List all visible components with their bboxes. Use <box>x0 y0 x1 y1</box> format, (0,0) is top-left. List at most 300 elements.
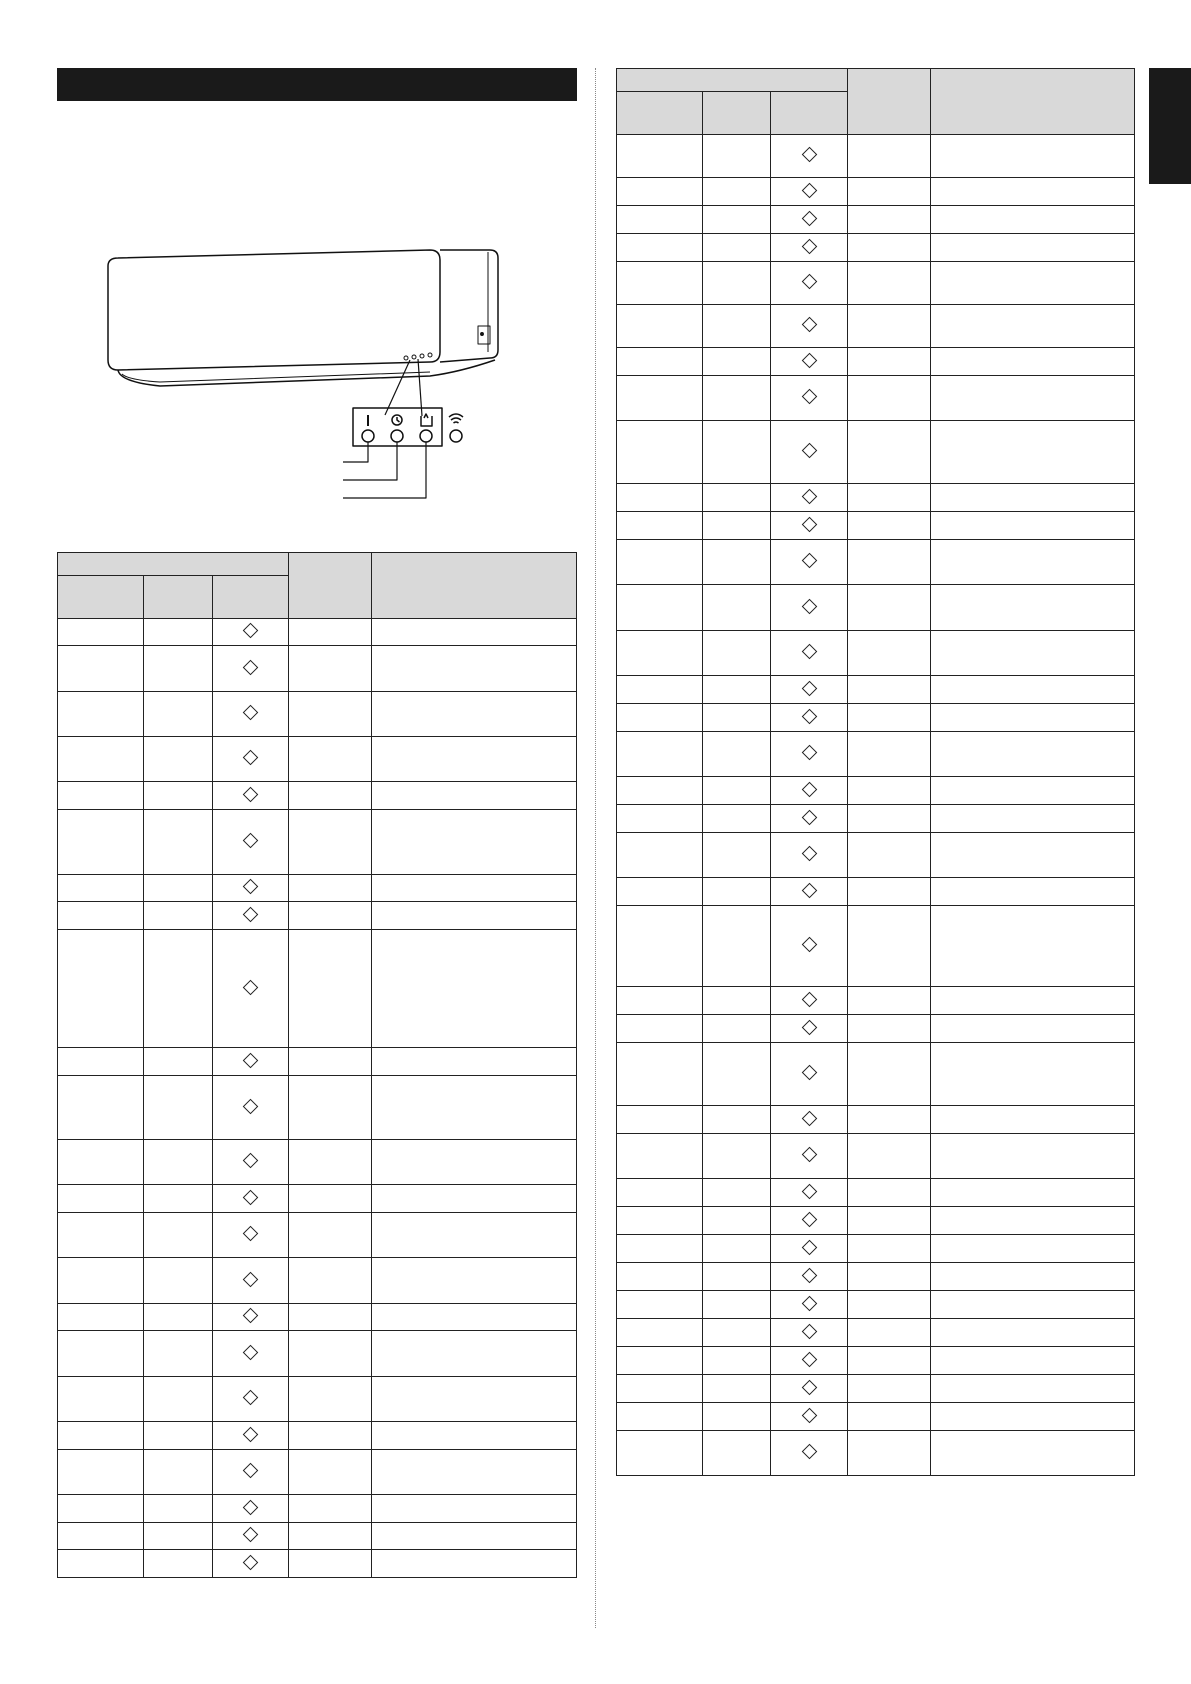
filter-lamp-cell <box>771 631 848 676</box>
diamond-blink-icon <box>801 1295 817 1311</box>
diamond-blink-icon <box>243 1344 259 1360</box>
timer-lamp-cell <box>703 631 771 676</box>
description-cell <box>372 1185 577 1213</box>
filter-lamp-cell <box>771 1263 848 1291</box>
filter-lamp-cell <box>213 1422 289 1450</box>
table-row <box>617 676 1135 704</box>
description-cell <box>372 1377 577 1422</box>
code-cell <box>848 987 931 1015</box>
timer-lamp-cell <box>703 878 771 906</box>
operation-lamp-cell <box>58 1331 144 1377</box>
operation-lamp-cell <box>617 540 703 585</box>
timer-lamp-cell <box>144 1422 213 1450</box>
code-cell <box>848 805 931 833</box>
timer-lamp-cell <box>703 704 771 732</box>
diamond-blink-icon <box>801 553 817 569</box>
filter-lamp-cell <box>213 1377 289 1422</box>
timer-lamp-cell <box>144 1550 213 1578</box>
table-row <box>58 1331 577 1377</box>
diamond-blink-icon <box>243 1463 259 1479</box>
operation-lamp-cell <box>617 348 703 376</box>
header-indicator-group <box>58 553 289 576</box>
diamond-blink-icon <box>801 1444 817 1460</box>
code-cell <box>289 902 372 930</box>
table-row <box>617 206 1135 234</box>
code-cell <box>848 1319 931 1347</box>
timer-lamp-cell <box>703 1431 771 1476</box>
filter-lamp-cell <box>771 348 848 376</box>
description-cell <box>372 1422 577 1450</box>
filter-lamp-cell <box>771 1235 848 1263</box>
filter-lamp-cell <box>771 1043 848 1106</box>
diamond-blink-icon <box>801 443 817 459</box>
diamond-blink-icon <box>243 1098 259 1114</box>
header-indicator-group <box>617 69 848 92</box>
filter-lamp-cell <box>771 878 848 906</box>
operation-lamp-cell <box>58 692 144 737</box>
table-row <box>58 1304 577 1331</box>
operation-lamp-cell <box>617 206 703 234</box>
timer-lamp-cell <box>703 178 771 206</box>
diamond-blink-icon <box>801 1110 817 1126</box>
filter-lamp-cell <box>771 676 848 704</box>
diamond-blink-icon <box>243 1527 259 1543</box>
table-row <box>617 484 1135 512</box>
table-row <box>617 1106 1135 1134</box>
description-cell <box>931 1431 1135 1476</box>
header-description <box>372 553 577 619</box>
timer-lamp-cell <box>703 805 771 833</box>
description-cell <box>931 1134 1135 1179</box>
code-cell <box>848 1403 931 1431</box>
operation-lamp-cell <box>617 1106 703 1134</box>
description-cell <box>931 206 1135 234</box>
description-cell <box>931 732 1135 777</box>
filter-lamp-cell <box>213 646 289 692</box>
operation-lamp-cell <box>617 376 703 421</box>
table-row <box>617 704 1135 732</box>
diamond-blink-icon <box>801 991 817 1007</box>
table-row <box>617 348 1135 376</box>
filter-lamp-cell <box>771 805 848 833</box>
description-cell <box>931 805 1135 833</box>
filter-lamp-cell <box>771 1347 848 1375</box>
code-cell <box>848 262 931 305</box>
code-cell <box>289 1450 372 1495</box>
operation-lamp-cell <box>58 810 144 875</box>
diamond-blink-icon <box>801 210 817 226</box>
operation-lamp-cell <box>58 1076 144 1140</box>
description-cell <box>931 906 1135 987</box>
timer-lamp-cell <box>144 875 213 902</box>
filter-lamp-cell <box>771 1207 848 1235</box>
timer-lamp-cell <box>703 1235 771 1263</box>
timer-lamp-cell <box>703 206 771 234</box>
code-cell <box>848 178 931 206</box>
operation-lamp-cell <box>58 1550 144 1578</box>
table-row <box>58 1523 577 1550</box>
filter-lamp-cell <box>213 1550 289 1578</box>
description-cell <box>931 484 1135 512</box>
code-cell <box>848 777 931 805</box>
code-cell <box>848 1179 931 1207</box>
operation-lamp-cell <box>617 1235 703 1263</box>
diamond-blink-icon <box>801 1379 817 1395</box>
description-cell <box>372 902 577 930</box>
code-cell <box>848 234 931 262</box>
diamond-blink-icon <box>801 1267 817 1283</box>
operation-lamp-cell <box>58 619 144 646</box>
operation-lamp-cell <box>617 777 703 805</box>
diamond-blink-icon <box>801 1019 817 1035</box>
operation-lamp-cell <box>617 135 703 178</box>
table-row <box>617 878 1135 906</box>
table-row <box>617 178 1135 206</box>
filter-lamp-cell <box>213 737 289 782</box>
timer-lamp-cell <box>144 619 213 646</box>
filter-lamp-cell <box>771 178 848 206</box>
code-cell <box>289 1140 372 1185</box>
timer-lamp-cell <box>703 1319 771 1347</box>
timer-lamp-cell <box>703 1015 771 1043</box>
timer-lamp-cell <box>144 902 213 930</box>
description-cell <box>372 1304 577 1331</box>
operation-lamp-cell <box>617 878 703 906</box>
operation-lamp-cell <box>617 1347 703 1375</box>
filter-lamp-cell <box>771 1319 848 1347</box>
diamond-blink-icon <box>243 623 259 639</box>
timer-lamp-cell <box>703 833 771 878</box>
filter-lamp-cell <box>213 902 289 930</box>
code-cell <box>289 737 372 782</box>
operation-lamp-cell <box>617 1134 703 1179</box>
diamond-blink-icon <box>801 680 817 696</box>
table-row <box>617 1235 1135 1263</box>
description-cell <box>931 1403 1135 1431</box>
timer-lamp-cell <box>144 1377 213 1422</box>
diamond-blink-icon <box>801 182 817 198</box>
code-cell <box>289 810 372 875</box>
description-cell <box>931 1235 1135 1263</box>
operation-lamp-cell <box>617 676 703 704</box>
description-cell <box>931 777 1135 805</box>
timer-lamp-cell <box>703 676 771 704</box>
diamond-blink-icon <box>801 147 817 163</box>
filter-lamp-cell <box>771 234 848 262</box>
diamond-blink-icon <box>801 1183 817 1199</box>
code-cell <box>848 585 931 631</box>
filter-lamp-cell <box>771 1403 848 1431</box>
code-cell <box>848 833 931 878</box>
operation-lamp-cell <box>58 646 144 692</box>
operation-lamp-cell <box>617 484 703 512</box>
description-cell <box>931 1291 1135 1319</box>
wireless-lan-indicator-icon <box>449 414 463 423</box>
timer-lamp-cell <box>703 906 771 987</box>
timer-lamp-cell <box>703 135 771 178</box>
code-cell <box>848 135 931 178</box>
operation-lamp-cell <box>617 512 703 540</box>
operation-lamp-cell <box>617 732 703 777</box>
diamond-blink-icon <box>801 516 817 532</box>
description-cell <box>372 1523 577 1550</box>
description-cell <box>372 692 577 737</box>
diamond-blink-icon <box>243 879 259 895</box>
operation-lamp-cell <box>58 1422 144 1450</box>
description-cell <box>931 348 1135 376</box>
operation-lamp-cell <box>617 1179 703 1207</box>
code-cell <box>848 484 931 512</box>
table-row <box>617 906 1135 987</box>
description-cell <box>372 646 577 692</box>
code-cell <box>289 692 372 737</box>
description-cell <box>931 376 1135 421</box>
code-cell <box>848 1015 931 1043</box>
code-cell <box>289 875 372 902</box>
description-cell <box>931 234 1135 262</box>
timer-lamp-cell <box>144 1140 213 1185</box>
diamond-blink-icon <box>801 809 817 825</box>
operation-lamp-cell <box>617 305 703 348</box>
operation-lamp-cell <box>617 421 703 484</box>
code-cell <box>848 348 931 376</box>
operation-lamp-cell <box>58 1304 144 1331</box>
table-row <box>617 1263 1135 1291</box>
table-row <box>58 782 577 810</box>
description-cell <box>372 1140 577 1185</box>
operation-lamp-cell <box>617 178 703 206</box>
filter-lamp-cell <box>213 1213 289 1258</box>
table-row <box>617 631 1135 676</box>
code-cell <box>848 376 931 421</box>
diamond-blink-icon <box>243 705 259 721</box>
timer-lamp-cell <box>144 1523 213 1550</box>
table-row <box>617 234 1135 262</box>
table-row <box>617 777 1135 805</box>
table-row <box>617 305 1135 348</box>
diamond-blink-icon <box>801 1065 817 1081</box>
description-cell <box>931 1015 1135 1043</box>
table-row <box>58 1185 577 1213</box>
diamond-blink-icon <box>243 1426 259 1442</box>
operation-lamp-cell <box>617 1263 703 1291</box>
code-cell <box>848 878 931 906</box>
diamond-blink-icon <box>801 274 817 290</box>
operation-lamp-cell <box>58 1048 144 1076</box>
filter-lamp-cell <box>771 585 848 631</box>
description-cell <box>372 1450 577 1495</box>
timer-lamp-cell <box>703 348 771 376</box>
timer-lamp-cell <box>703 421 771 484</box>
timer-lamp-cell <box>144 1495 213 1523</box>
filter-lamp-cell <box>213 1185 289 1213</box>
code-cell <box>289 619 372 646</box>
code-cell <box>289 646 372 692</box>
description-cell <box>372 1048 577 1076</box>
table-row <box>617 732 1135 777</box>
table-row <box>617 1043 1135 1106</box>
timer-lamp-cell <box>144 810 213 875</box>
filter-lamp-cell <box>771 484 848 512</box>
diamond-blink-icon <box>243 1499 259 1515</box>
table-row <box>58 737 577 782</box>
error-code-table-right <box>616 68 1135 1476</box>
operation-lamp-cell <box>617 1291 703 1319</box>
timer-lamp-cell <box>703 1291 771 1319</box>
timer-lamp-cell <box>144 930 213 1048</box>
code-cell <box>289 930 372 1048</box>
operation-lamp-cell <box>58 1523 144 1550</box>
table-row <box>617 1347 1135 1375</box>
diamond-blink-icon <box>801 1351 817 1367</box>
code-cell <box>848 704 931 732</box>
operation-lamp-cell <box>58 1185 144 1213</box>
timer-lamp-cell <box>144 1304 213 1331</box>
code-cell <box>848 206 931 234</box>
diamond-blink-icon <box>243 1554 259 1570</box>
code-cell <box>848 1207 931 1235</box>
table-row <box>617 1015 1135 1043</box>
operation-lamp-cell <box>617 1431 703 1476</box>
diamond-blink-icon <box>243 659 259 675</box>
header-code <box>848 69 931 135</box>
filter-lamp-cell <box>771 1179 848 1207</box>
timer-indicator-icon <box>392 415 402 425</box>
filter-lamp-cell <box>771 262 848 305</box>
timer-lamp-cell <box>144 1076 213 1140</box>
code-cell <box>289 1495 372 1523</box>
operation-lamp-cell <box>617 704 703 732</box>
table-row <box>58 1213 577 1258</box>
timer-lamp-cell <box>144 782 213 810</box>
code-cell <box>848 1431 931 1476</box>
description-cell <box>931 676 1135 704</box>
operation-lamp-cell <box>58 930 144 1048</box>
language-tab <box>1149 68 1191 184</box>
filter-lamp-cell <box>213 1331 289 1377</box>
filter-lamp-cell <box>771 305 848 348</box>
table-row <box>617 585 1135 631</box>
diamond-blink-icon <box>243 833 259 849</box>
code-cell <box>289 1550 372 1578</box>
description-cell <box>372 1331 577 1377</box>
diamond-blink-icon <box>801 238 817 254</box>
code-cell <box>848 540 931 585</box>
diamond-blink-icon <box>801 1239 817 1255</box>
code-cell <box>848 1347 931 1375</box>
diamond-blink-icon <box>243 1271 259 1287</box>
filter-lamp-cell <box>771 512 848 540</box>
description-cell <box>931 305 1135 348</box>
timer-lamp-cell <box>703 540 771 585</box>
description-cell <box>931 704 1135 732</box>
code-cell <box>289 1048 372 1076</box>
description-cell <box>931 1375 1135 1403</box>
timer-lamp-cell <box>144 692 213 737</box>
diamond-blink-icon <box>801 389 817 405</box>
description-cell <box>372 1258 577 1304</box>
right-table-body <box>617 135 1135 1476</box>
filter-lamp-cell <box>771 540 848 585</box>
table-row <box>58 875 577 902</box>
table-row <box>58 930 577 1048</box>
description-cell <box>931 512 1135 540</box>
code-cell <box>289 1422 372 1450</box>
diamond-blink-icon <box>801 1407 817 1423</box>
code-cell <box>848 906 931 987</box>
description-cell <box>931 540 1135 585</box>
description-cell <box>931 833 1135 878</box>
table-row <box>58 1450 577 1495</box>
operation-lamp-cell <box>617 805 703 833</box>
timer-lamp-cell <box>703 1207 771 1235</box>
code-cell <box>848 1043 931 1106</box>
table-row <box>617 1134 1135 1179</box>
table-row <box>58 1377 577 1422</box>
table-row <box>617 540 1135 585</box>
timer-lamp-cell <box>703 305 771 348</box>
table-row <box>617 512 1135 540</box>
description-cell <box>931 1347 1135 1375</box>
diamond-blink-icon <box>243 1153 259 1169</box>
filter-lamp-cell <box>771 833 848 878</box>
filter-lamp-cell <box>771 1291 848 1319</box>
filter-lamp-cell <box>213 619 289 646</box>
filter-lamp-cell <box>213 782 289 810</box>
diamond-blink-icon <box>801 781 817 797</box>
diamond-blink-icon <box>243 1052 259 1068</box>
filter-lamp-cell <box>771 206 848 234</box>
description-cell <box>372 1213 577 1258</box>
filter-indicator-icon <box>421 414 432 426</box>
table-row <box>617 805 1135 833</box>
table-row <box>617 1431 1135 1476</box>
timer-lamp-cell <box>144 1331 213 1377</box>
diamond-blink-icon <box>801 882 817 898</box>
description-cell <box>931 421 1135 484</box>
left-table-body <box>58 619 577 1578</box>
diamond-blink-icon <box>801 1211 817 1227</box>
filter-lamp-cell <box>771 1106 848 1134</box>
operation-lamp-cell <box>58 1450 144 1495</box>
description-cell <box>931 1319 1135 1347</box>
indoor-unit-illustration <box>100 240 540 520</box>
filter-lamp-cell <box>213 810 289 875</box>
timer-lamp-cell <box>703 732 771 777</box>
description-cell <box>372 1550 577 1578</box>
table-row <box>617 1179 1135 1207</box>
timer-lamp-cell <box>703 262 771 305</box>
description-cell <box>931 1263 1135 1291</box>
diamond-blink-icon <box>243 750 259 766</box>
description-cell <box>931 178 1135 206</box>
table-row <box>58 1550 577 1578</box>
code-cell <box>289 1258 372 1304</box>
description-cell <box>931 1179 1135 1207</box>
table-row <box>617 1319 1135 1347</box>
timer-lamp-cell <box>703 376 771 421</box>
description-cell <box>372 782 577 810</box>
filter-lamp-cell <box>213 1450 289 1495</box>
diamond-blink-icon <box>243 979 259 995</box>
diamond-blink-icon <box>801 846 817 862</box>
filter-lamp-cell <box>771 1134 848 1179</box>
header-code <box>289 553 372 619</box>
filter-lamp-cell <box>771 1015 848 1043</box>
diamond-blink-icon <box>801 317 817 333</box>
code-cell <box>848 631 931 676</box>
diamond-blink-icon <box>801 708 817 724</box>
